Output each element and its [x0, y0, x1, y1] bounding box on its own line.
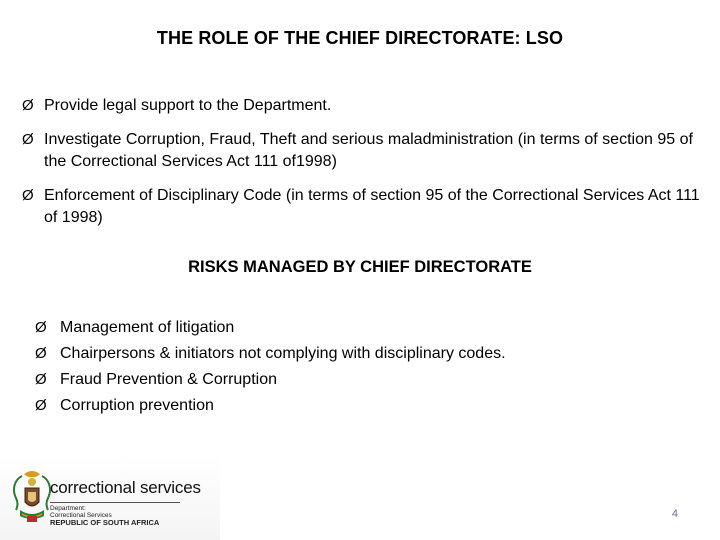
risk-text: Fraud Prevention & Corruption — [60, 371, 277, 388]
role-bullet-item — [22, 129, 702, 173]
logo-subline: Correctional Services — [50, 512, 112, 519]
risk-item — [35, 367, 675, 393]
risk-text: Corruption prevention — [60, 397, 214, 414]
logo-divider — [50, 502, 180, 503]
role-bullet-text: Enforcement of Disciplinary Code (in terms of section 95 of the Correctional Services Act 111 of 1998) — [44, 187, 700, 226]
arrow-bullet-icon: Ø — [22, 131, 34, 148]
role-bullet-item — [22, 185, 702, 229]
arrow-bullet-icon: Ø — [35, 345, 47, 362]
role-bullet-item — [22, 95, 702, 117]
logo-subline: Department: — [50, 505, 86, 512]
role-bullet-text: Investigate Corruption, Fraud, Theft and serious maladministration (in terms of section 95 of the Correctional Services Act 111 of1998) — [44, 131, 693, 170]
arrow-bullet-icon: Ø — [35, 319, 47, 336]
risk-item — [35, 341, 675, 367]
arrow-bullet-icon: Ø — [22, 187, 34, 204]
slide-title: THE ROLE OF THE CHIEF DIRECTORATE: LSO — [156, 28, 564, 48]
logo-wordmark: correctional services — [50, 478, 201, 497]
risk-item — [35, 315, 675, 341]
arrow-bullet-icon: Ø — [35, 371, 47, 388]
risks-heading: RISKS MANAGED BY CHIEF DIRECTORATE — [188, 258, 532, 276]
logo-country: REPUBLIC OF SOUTH AFRICA — [50, 518, 160, 527]
risks-list — [35, 315, 675, 419]
role-bullet-text: Provide legal support to the Department. — [44, 97, 332, 114]
risk-item — [35, 393, 675, 419]
arrow-bullet-icon: Ø — [22, 97, 34, 114]
arrow-bullet-icon: Ø — [35, 397, 47, 414]
page-number: 4 — [671, 508, 678, 520]
risk-text: Chairpersons & initiators not complying with disciplinary codes. — [60, 345, 506, 362]
role-bullet-list — [22, 95, 702, 241]
risk-text: Management of litigation — [60, 319, 235, 336]
